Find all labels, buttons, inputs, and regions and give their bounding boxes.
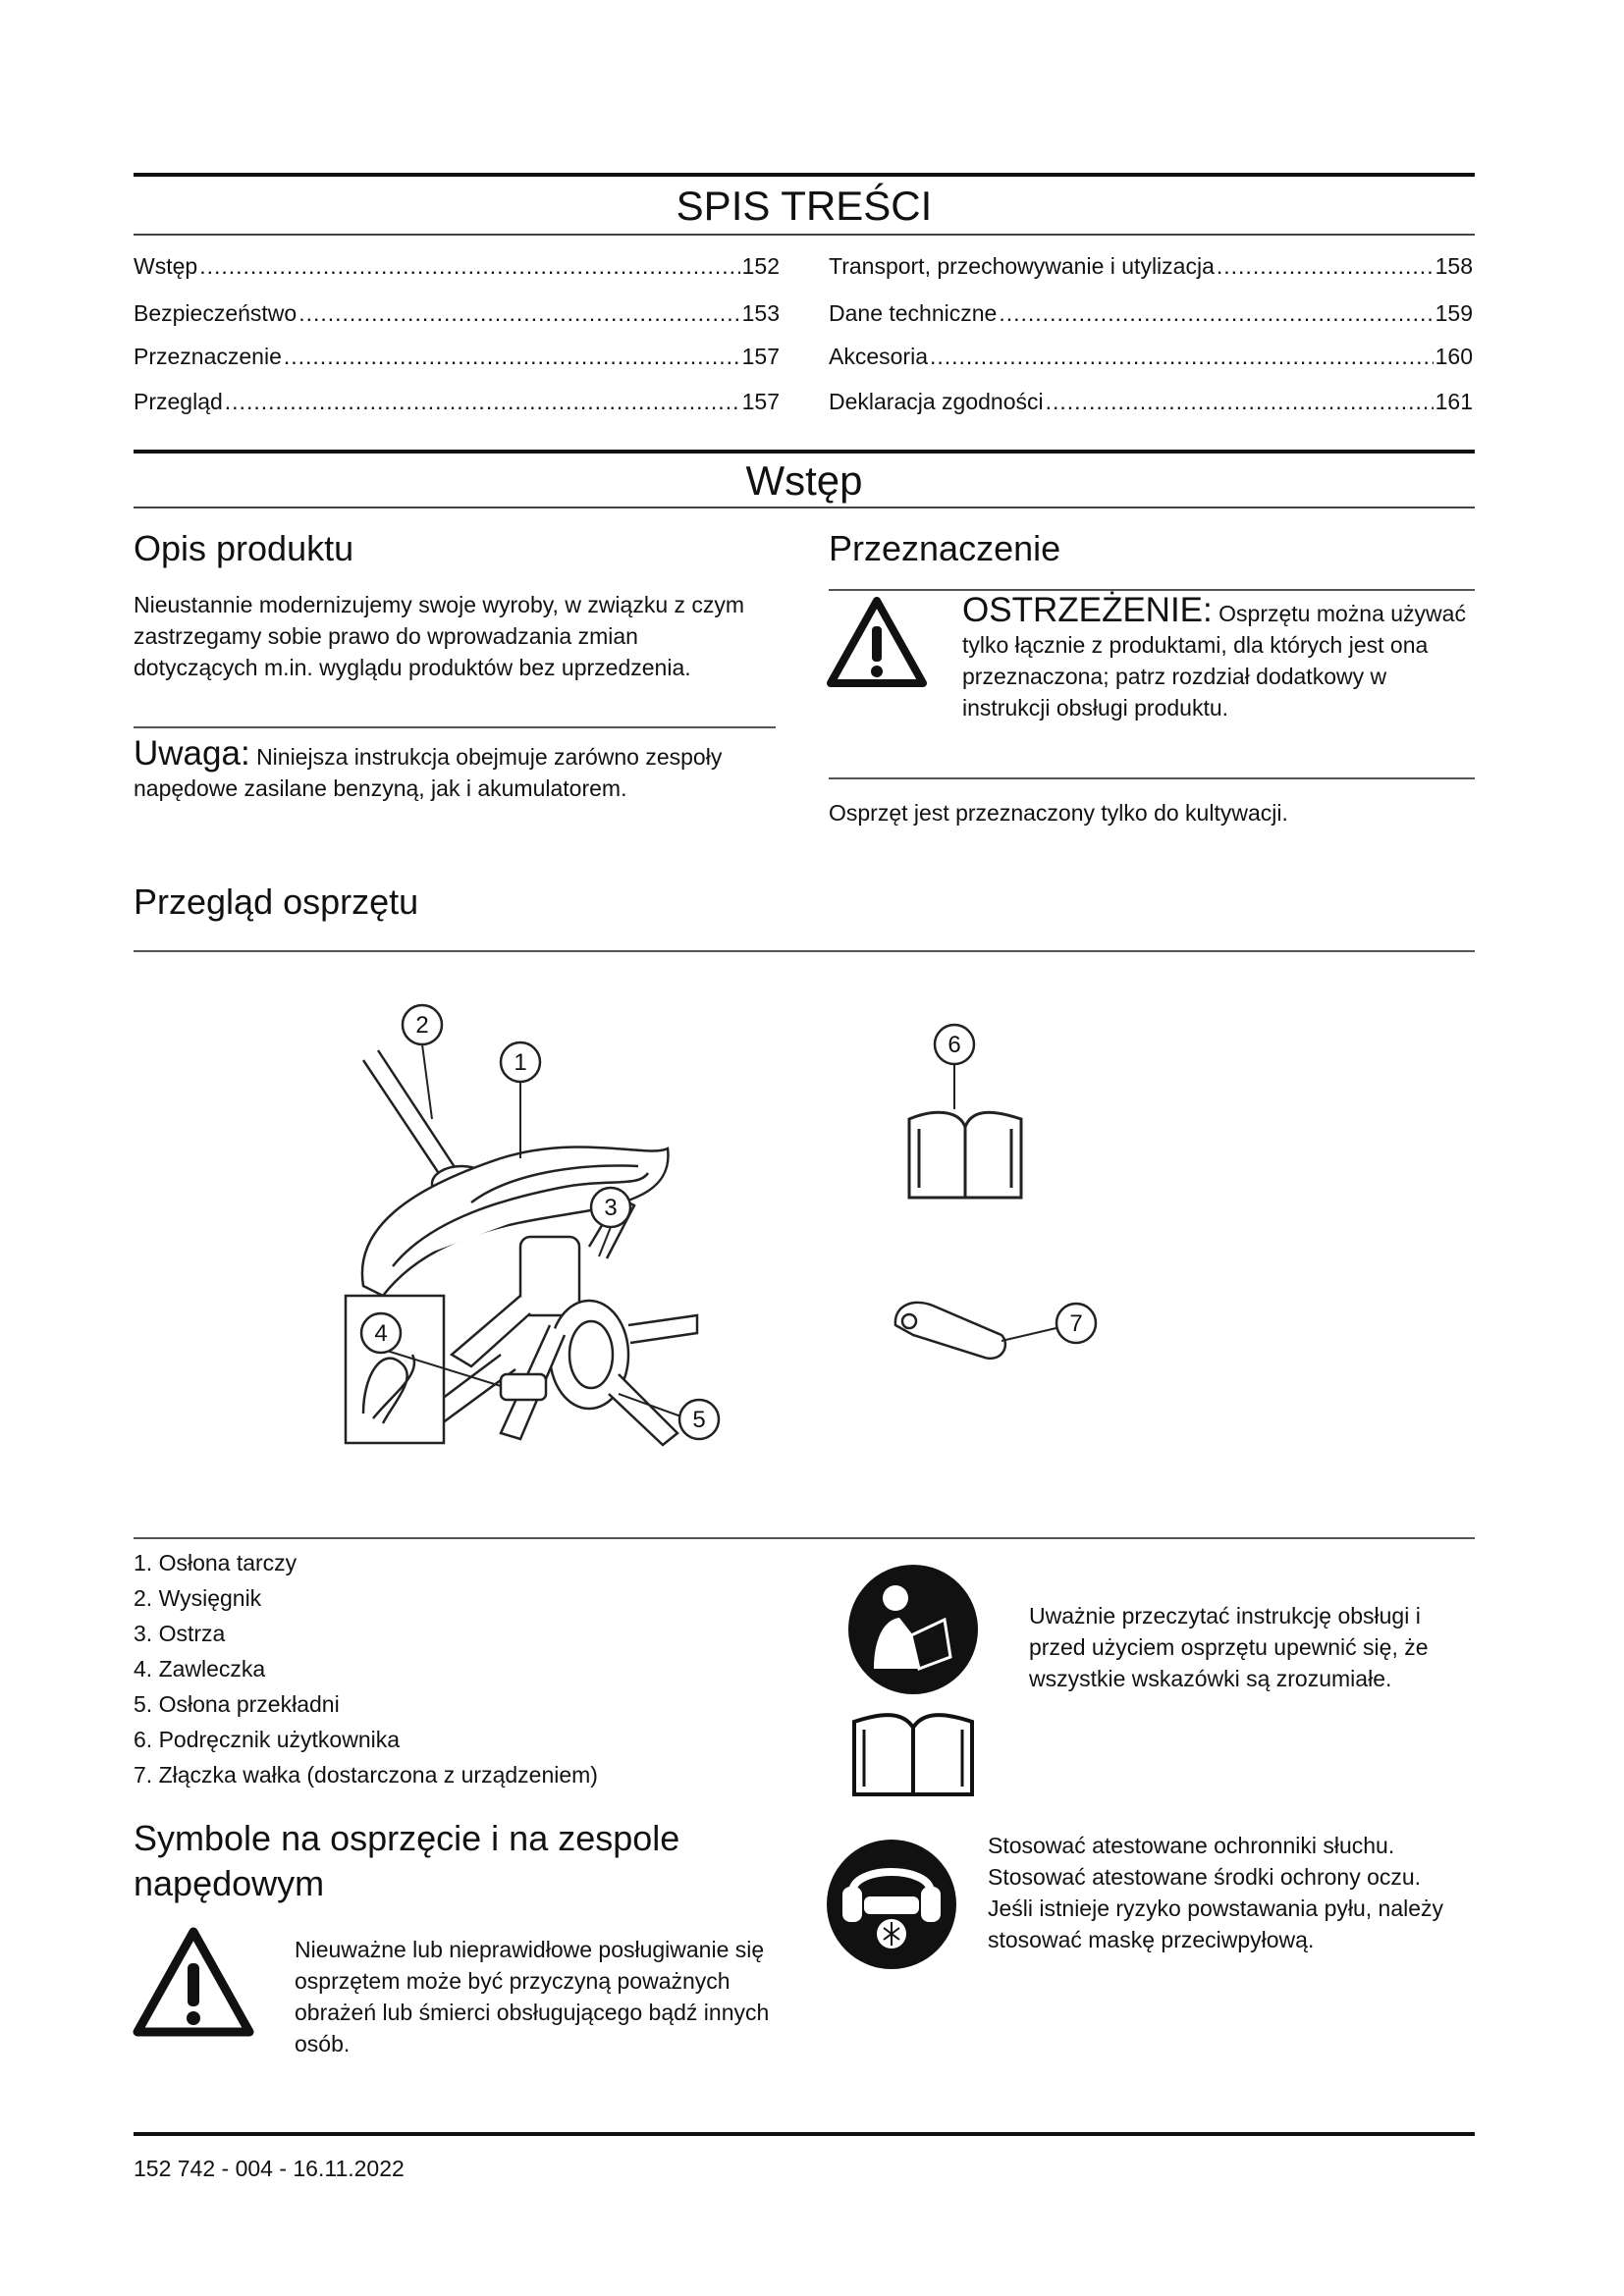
toc-entry-label: Transport, przechowywanie i utylizacja xyxy=(829,253,1215,279)
diagram-bottom-rule xyxy=(134,1537,1475,1539)
legend-list xyxy=(134,1545,801,1792)
svg-text:4: 4 xyxy=(374,1320,388,1347)
footer-rule xyxy=(134,2132,1475,2136)
manual-book-icon xyxy=(844,1702,982,1800)
toc-entry-label: Przeznaczenie xyxy=(134,344,282,369)
symbols-manual-text: Uważnie przeczytać instrukcję obsługi i przed użyciem osprzętu upewnić się, że wszystkie wskazówki są zrozumiałe. xyxy=(1029,1603,1429,1691)
callout-2 xyxy=(403,1005,442,1044)
toc-entry-label: Akcesoria xyxy=(829,344,928,369)
svg-text:2: 2 xyxy=(415,1012,429,1039)
callout-6 xyxy=(935,1025,974,1064)
callout-3 xyxy=(591,1188,630,1227)
toc-entry-transport[interactable] xyxy=(829,253,1473,280)
warning-triangle-icon xyxy=(825,595,929,691)
toc-entry-page: 158 xyxy=(1435,253,1473,279)
list-item: 5. Osłona przekładni xyxy=(134,1691,340,1717)
warning-bottom-rule xyxy=(829,777,1475,779)
section-title-rule xyxy=(134,507,1475,508)
intended-use-text: Osprzęt jest przeznaczony tylko do kultywacji. xyxy=(829,800,1288,826)
product-description-text: Nieustannie modernizujemy swoje wyroby, w związku z czym zastrzegamy sobie prawo do wprowadzania zmian dotyczących m.in. wyglądu produktów bez uprzedzenia. xyxy=(134,592,745,680)
toc-entry-label: Przegląd xyxy=(134,389,223,414)
toc-entry-page: 160 xyxy=(1435,344,1473,369)
toc-entry-przeglad[interactable] xyxy=(134,389,780,415)
note-rule xyxy=(134,726,776,728)
cultivator-diagram xyxy=(324,1001,835,1492)
toc-entry-page: 157 xyxy=(741,344,780,369)
note-text: Niniejsza instrukcja obejmuje zarówno zespoły napędowe zasilane benzyną, jak i akumulatorem. xyxy=(134,744,723,801)
toc-entry-bezpieczenstwo[interactable] xyxy=(134,300,780,327)
toc-entry-page: 153 xyxy=(741,300,780,326)
toc-entry-label: Dane techniczne xyxy=(829,300,998,326)
callout-4 xyxy=(361,1313,401,1353)
overview-heading: Przegląd osprzętu xyxy=(134,881,419,922)
list-item: 6. Podręcznik użytkownika xyxy=(134,1727,401,1752)
list-item: 7. Złączka wałka (dostarczona z urządzeniem) xyxy=(134,1762,598,1788)
svg-text:1: 1 xyxy=(514,1049,527,1076)
manual-book-drawing xyxy=(909,1112,1021,1198)
footer-doc-id: 152 742 - 004 - 16.11.2022 xyxy=(134,2156,405,2181)
symbols-ppe-text: Stosować atestowane ochronniki słuchu. Stosować atestowane środki ochrony oczu. Jeśli istnieje ryzyko powstawania pyłu, należy stosować maskę przeciwpyłową. xyxy=(988,1833,1444,1952)
toc-entry-akcesoria[interactable] xyxy=(829,344,1473,370)
warning-block xyxy=(962,591,1473,723)
toc-entry-dane-techniczne[interactable] xyxy=(829,300,1473,327)
list-item: 4. Zawleczka xyxy=(134,1656,266,1682)
note-label: Uwaga: xyxy=(134,734,250,773)
note-block xyxy=(134,734,742,804)
list-item: 1. Osłona tarczy xyxy=(134,1550,298,1575)
toc-title: SPIS TREŚCI xyxy=(676,183,933,229)
symbols-heading: Symbole na osprzęcie i na zespole napędowym xyxy=(134,1818,680,1903)
product-description-heading: Opis produktu xyxy=(134,528,354,568)
svg-text:6: 6 xyxy=(947,1032,961,1058)
callout-7 xyxy=(1056,1304,1096,1343)
svg-text:3: 3 xyxy=(604,1195,618,1221)
toc-entry-wstep[interactable] xyxy=(134,253,780,280)
warning-label: OSTRZEŻENIE: xyxy=(962,591,1213,629)
toc-title-rule xyxy=(134,234,1475,236)
callout-5 xyxy=(679,1400,719,1439)
toc-entry-page: 152 xyxy=(741,253,780,279)
toc-entry-label: Wstęp xyxy=(134,253,198,279)
list-item: 2. Wysięgnik xyxy=(134,1585,262,1611)
list-item: 3. Ostrza xyxy=(134,1621,226,1646)
protective-equipment-icon xyxy=(823,1836,960,1973)
svg-text:7: 7 xyxy=(1069,1310,1083,1337)
toc-entry-deklaracja[interactable] xyxy=(829,389,1473,415)
section-title: Wstęp xyxy=(745,457,863,504)
toc-entry-label: Bezpieczeństwo xyxy=(134,300,298,326)
toc-top-rule xyxy=(134,173,1475,177)
toc-entry-page: 157 xyxy=(741,389,780,414)
section-top-rule xyxy=(134,450,1475,454)
warning-text: Osprzętu można używać tylko łącznie z produktami, dla których jest ona przeznaczona; patrz rozdział dodatkowy w instrukcji obsługi produktu. xyxy=(962,601,1466,721)
toc-entry-label: Deklaracja zgodności xyxy=(829,389,1044,414)
callout-1 xyxy=(501,1042,540,1082)
toc-entry-przeznaczenie[interactable] xyxy=(134,344,780,370)
svg-text:5: 5 xyxy=(692,1407,706,1433)
warning-triangle-icon xyxy=(130,1924,257,2042)
coupling-drawing xyxy=(895,1303,1005,1359)
accessories-diagram xyxy=(884,1011,1139,1384)
overview-rule xyxy=(134,950,1475,952)
intended-use-heading: Przeznaczenie xyxy=(829,528,1061,568)
toc-entry-page: 159 xyxy=(1435,300,1473,326)
read-manual-icon xyxy=(844,1561,982,1698)
toc-entry-page: 161 xyxy=(1435,389,1473,414)
symbols-warning-text: Nieuważne lub nieprawidłowe posługiwanie się osprzętem może być przyczyną poważnych obrażeń lub śmierci obsługującego bądź innych osób. xyxy=(295,1937,770,2056)
